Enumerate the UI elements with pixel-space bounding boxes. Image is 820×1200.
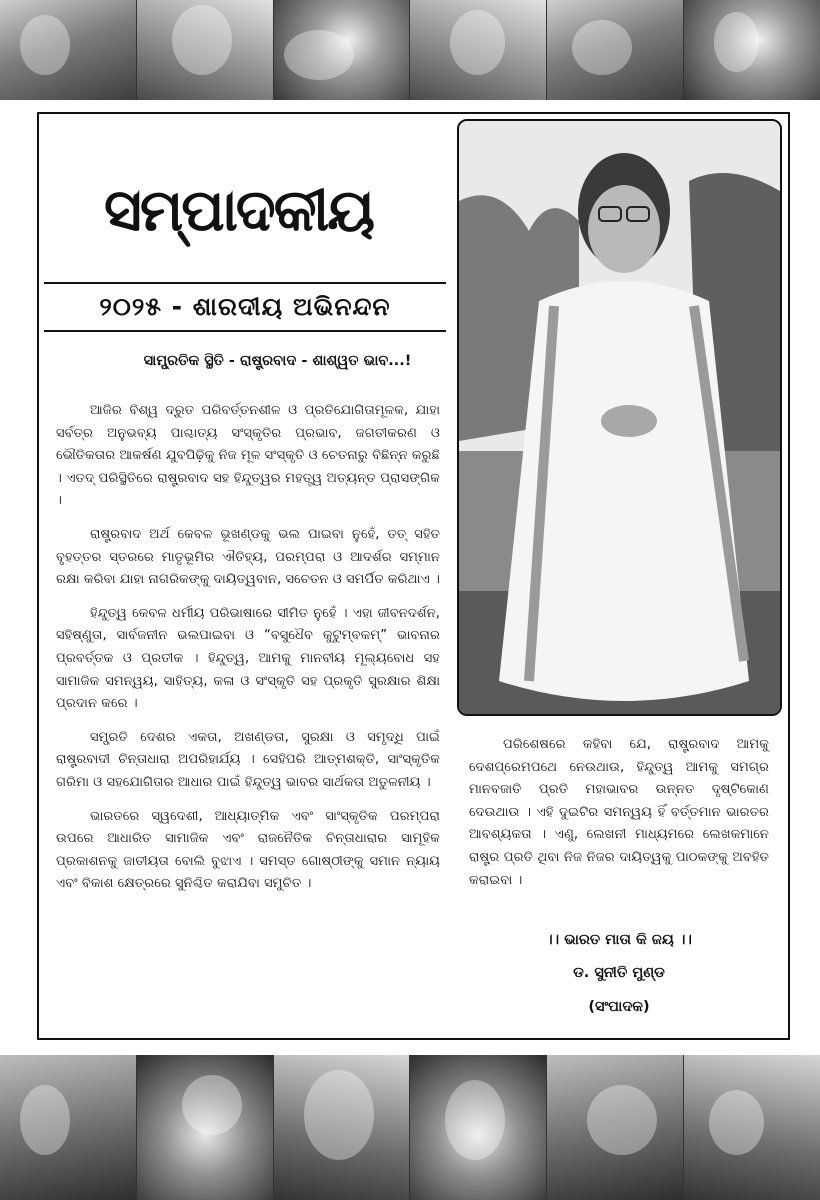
top-photo-strip [0, 0, 820, 100]
idol-photo [684, 1055, 820, 1200]
bottom-photo-strip [0, 1055, 820, 1200]
paragraph: ଆଜିର ବିଶ୍ୱ ଦ୍ରୁତ ପରିବର୍ତ୍ତନଶୀଳ ଓ ପ୍ରତିଯୋଗିତାମୂଳକ, ଯାହା ସର୍ବତ୍ର ଅନୁଭବ୍ୟ ପାଶ୍ଚାତ୍ୟ ସଂସ୍କୃତିର ପ୍ରଭାବ, ଜଗତୀକରଣ ଓ ଭୌତିକତାର ଆକର୍ଷଣ ଯୁବପିଢ଼ିକୁ ନିଜ ମୂଳ ସଂସ୍କୃତି ଓ ଚେତନାରୁ ବିଛିନ୍ନ କରୁଛି । ଏତଦ୍ ପରିସ୍ଥିତିରେ ରାଷ୍ଟ୍ରବାଦ ସହ ହିନ୍ଦୁତ୍ୱର ମହତ୍ତ୍ୱ ଅତ୍ୟନ୍ତ ପ୍ରାସଙ୍ଗିକ । [56, 403, 440, 509]
editorial-subheading: ସାମ୍ପ୍ରତିକ ସ୍ଥିତି - ରାଷ୍ଟ୍ରବାଦ - ଶାଶ୍ୱତ ଭାବ...! [143, 353, 412, 369]
durga-idol-photo [410, 0, 547, 100]
paragraph: ହିନ୍ଦୁତ୍ୱ କେବଳ ଧର୍ମୀୟ ପରିଭାଷାରେ ସୀମିତ ନୁହେଁ । ଏହା ଜୀବନଦର୍ଶନ, ସହିଷ୍ଣୁତା, ସାର୍ବଜନୀନ ଭଲପାଇବା ଓ “ବସୁଧୈବ କୁଟୁମ୍ବକମ୍” ଭାବନାର ପ୍ରବର୍ତ୍ତକ ଓ ପ୍ରତୀକ । ହିନ୍ଦୁତ୍ୱ, ଆମକୁ ମାନବୀୟ ମୂଲ୍ୟବୋଧ ସହ ସାମାଜିକ ସମନ୍ୱୟ, ସାହିତ୍ୟ, କଳା ଓ ସଂସ୍କୃତି ସହ ପ୍ରକୃତି ସୁରକ୍ଷାର ଶିକ୍ଷା ପ୍ରଦାନ କରେ । [56, 605, 440, 712]
banner-title: ୨୦୨୫ - ଶାରଦୀୟ ଅଭିନନ୍ଦନ [99, 292, 391, 321]
idol-sculpting-photo [274, 1055, 411, 1200]
durga-idol-photo [274, 0, 411, 100]
idol-photo [410, 1055, 547, 1200]
artisan-photo [0, 1055, 137, 1200]
left-column [56, 400, 440, 907]
paragraph: ଭାରତରେ ସ୍ୱଦେଶୀ, ଆଧ୍ୟାତ୍ମିକ ଏବଂ ସାଂସ୍କୃତିକ ପରମ୍ପରା ଉପରେ ଆଧାରିତ ସାମାଜିକ ଏବଂ ରାଜନୈତିକ ଚିନ୍ତାଧାରାର ସାମୂହିକ ପ୍ରକାଶନକୁ ଜାତୀୟତା ବୋଲି ବୁଝାଏ । ସମସ୍ତ ଗୋଷ୍ଠୀଙ୍କୁ ସମାନ ନ୍ୟାୟ ଏବଂ ବିକାଶ କ୍ଷେତ୍ରରେ ସୁନିଶ୍ଚିତ କରାଯିବା ସମୁଚିତ । [56, 808, 440, 892]
durga-idol-photo [684, 0, 820, 100]
author-name: ଡ. ସୁନୀତି ମୁଣ୍ଡ [573, 965, 665, 981]
editor-portrait-photo [457, 119, 782, 716]
masthead [104, 165, 374, 255]
artisan-photo [137, 1055, 274, 1200]
right-column [469, 734, 769, 903]
author-role: (ସଂପାଦକ) [588, 999, 650, 1015]
title-banner [44, 282, 446, 332]
masthead-title: ସମ୍ପାଦକୀୟ [104, 176, 374, 244]
durga-idol-photo [137, 0, 274, 100]
durga-idol-photo [547, 0, 684, 100]
pandal-photo [547, 1055, 684, 1200]
durga-idol-photo [0, 0, 137, 100]
portrait-illustration [459, 121, 780, 714]
closing-slogan: ।। ଭାରତ ମାତା କି ଜୟ ।। [546, 932, 692, 948]
paragraph: ସମ୍ପ୍ରତି ଦେଶର ଏକତା, ଅଖଣ୍ଡତା, ସୁରକ୍ଷା ଓ ସମୃଦ୍ଧି ପାଇଁ ରାଷ୍ଟ୍ରବାଦୀ ଚିନ୍ତାଧାରା ଅପରିହାର୍ଯ୍ୟ । ସେହିପରି ଆତ୍ମଶକ୍ତି, ସାଂସ୍କୃତିକ ଗରିମା ଓ ସହଯୋଗିତାର ଆଧାର ପାଇଁ ହିନ୍ଦୁତ୍ୱ ଭାବର ସାର୍ଥକତା ଅତୁଳନୀୟ । [56, 729, 440, 790]
paragraph: ରାଷ୍ଟ୍ରବାଦ ଅର୍ଥ କେବଳ ଭୂଖଣ୍ଡକୁ ଭଲ ପାଇବା ନୁହେଁ, ତତ୍ ସହିତ ବୃହତ୍ତର ସ୍ତରରେ ମାତୃଭୂମିର ଐତିହ୍ୟ, ପରମ୍ପରା ଓ ଆଦର୍ଶର ସମ୍ମାନ ରକ୍ଷା କରିବା ଯାହା ନାଗରିକଙ୍କୁ ଦାୟିତ୍ୱବାନ, ସଚେତନ ଓ ସମର୍ପିତ କରିଥାଏ । [56, 526, 440, 588]
paragraph: ପରିଶେଷରେ କହିବା ଯେ, ରାଷ୍ଟ୍ରବାଦ ଆମକୁ ଦେଶପ୍ରେମପଥେ ନେଉଥାଉ, ହିନ୍ଦୁତ୍ୱ ଆମକୁ ସମଗ୍ର ମାନବଜାତି ପ୍ରତି ମହାଭାବର ଉନ୍ନତ ଦୃଷ୍ଟିକୋଣ ଦେଉଥାଉ । ଏହି ଦୁଇଟିର ସମନ୍ୱୟ ହିଁ ବର୍ତ୍ତମାନ ଭାରତର ଆବଶ୍ୟକତା । ଏଣୁ, ଲେଖନୀ ମାଧ୍ୟମରେ ଲେଖକମାନେ ରାଷ୍ଟ୍ର ପ୍ରତି ଥିବା ନିଜ ନିଜର ଦାୟିତ୍ୱକୁ ପାଠକଙ୍କୁ ଅବହିତ କରାଇବା । [469, 737, 769, 888]
